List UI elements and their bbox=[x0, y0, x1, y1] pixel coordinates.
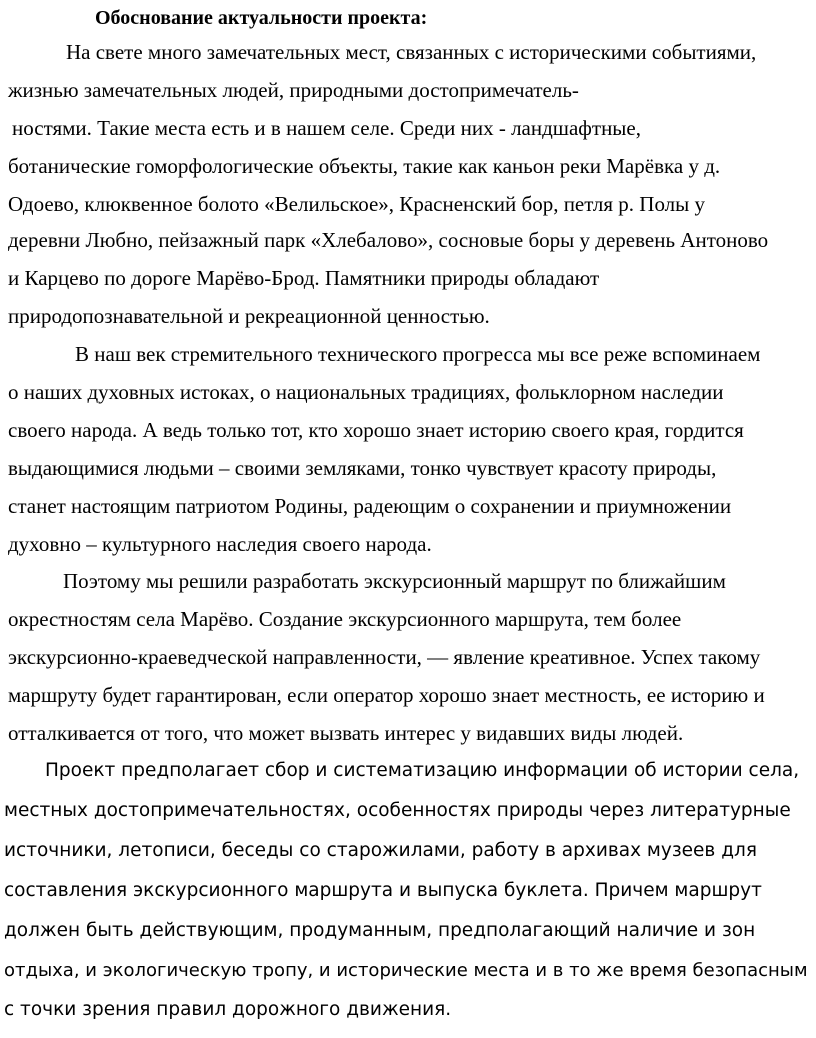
text-line: На свете много замечательных мест, связанных с историческими событиями, bbox=[66, 40, 757, 64]
text-line: духовно – культурного наследия своего народа. bbox=[8, 532, 432, 556]
text-line: Поэтому мы решили разработать экскурсионный маршрут по ближайшим bbox=[63, 569, 726, 593]
text-line: деревни Любно, пейзажный парк «Хлебалово», сосновые боры у деревень Антоново bbox=[8, 228, 769, 252]
text-line: ностями. Такие места есть и в нашем селе. Среди них - ландшафтные, bbox=[12, 116, 641, 140]
text-line: маршруту будет гарантирован, если оператор хорошо знает местность, ее историю и bbox=[8, 683, 765, 707]
text-line: с точки зрения правил дорожного движения. bbox=[4, 999, 452, 1020]
text-line: местных достопримечательностях, особенностях природы через литературные bbox=[4, 800, 791, 821]
text-line: отталкивается от того, что может вызвать интерес у видавших виды людей. bbox=[8, 721, 684, 745]
text-line: окрестностям села Марёво. Создание экскурсионного маршрута, тем более bbox=[8, 607, 682, 631]
text-line: отдыха, и экологическую тропу, и исторические места и в то же время безопасным bbox=[4, 960, 808, 981]
text-line: и Карцево по дороге Марёво-Брод. Памятники природы обладают bbox=[8, 266, 600, 290]
text-line: своего народа. А ведь только тот, кто хорошо знает историю своего края, гордится bbox=[8, 418, 744, 442]
text-line: Одоево, клюквенное болото «Велильское», Красненский бор, петля р. Полы у bbox=[8, 192, 706, 216]
text-line: станет настоящим патриотом Родины, радеющим о сохранении и приумножении bbox=[8, 494, 732, 518]
text-line: ботанические гоморфологические объекты, такие как каньон реки Марёвка у д. bbox=[8, 154, 721, 178]
text-line: выдающимися людьми – своими земляками, тонко чувствует красоту природы, bbox=[8, 456, 717, 480]
text-line: природопознавательной и рекреационной ценностью. bbox=[8, 304, 490, 328]
text-line: о наших духовных истоках, о национальных традициях, фольклорном наследии bbox=[8, 380, 724, 404]
document-title: Обоснование актуальности проекта: bbox=[95, 7, 428, 29]
text-line: экскурсионно-краеведческой направленности, — явление креативное. Успех такому bbox=[8, 645, 761, 669]
text-line: жизнью замечательных людей, природными достопримечатель- bbox=[8, 78, 579, 102]
text-line: Проект предполагает сбор и систематизацию информации об истории села, bbox=[45, 760, 800, 781]
text-line: В наш век стремительного технического прогресса мы все реже вспоминаем bbox=[75, 342, 761, 366]
text-line: составления экскурсионного маршрута и выпуска буклета. Причем маршрут bbox=[4, 880, 762, 901]
text-line: источники, летописи, беседы со старожилами, работу в архивах музеев для bbox=[4, 840, 757, 861]
text-line: должен быть действующим, продуманным, предполагающий наличие и зон bbox=[4, 920, 756, 941]
